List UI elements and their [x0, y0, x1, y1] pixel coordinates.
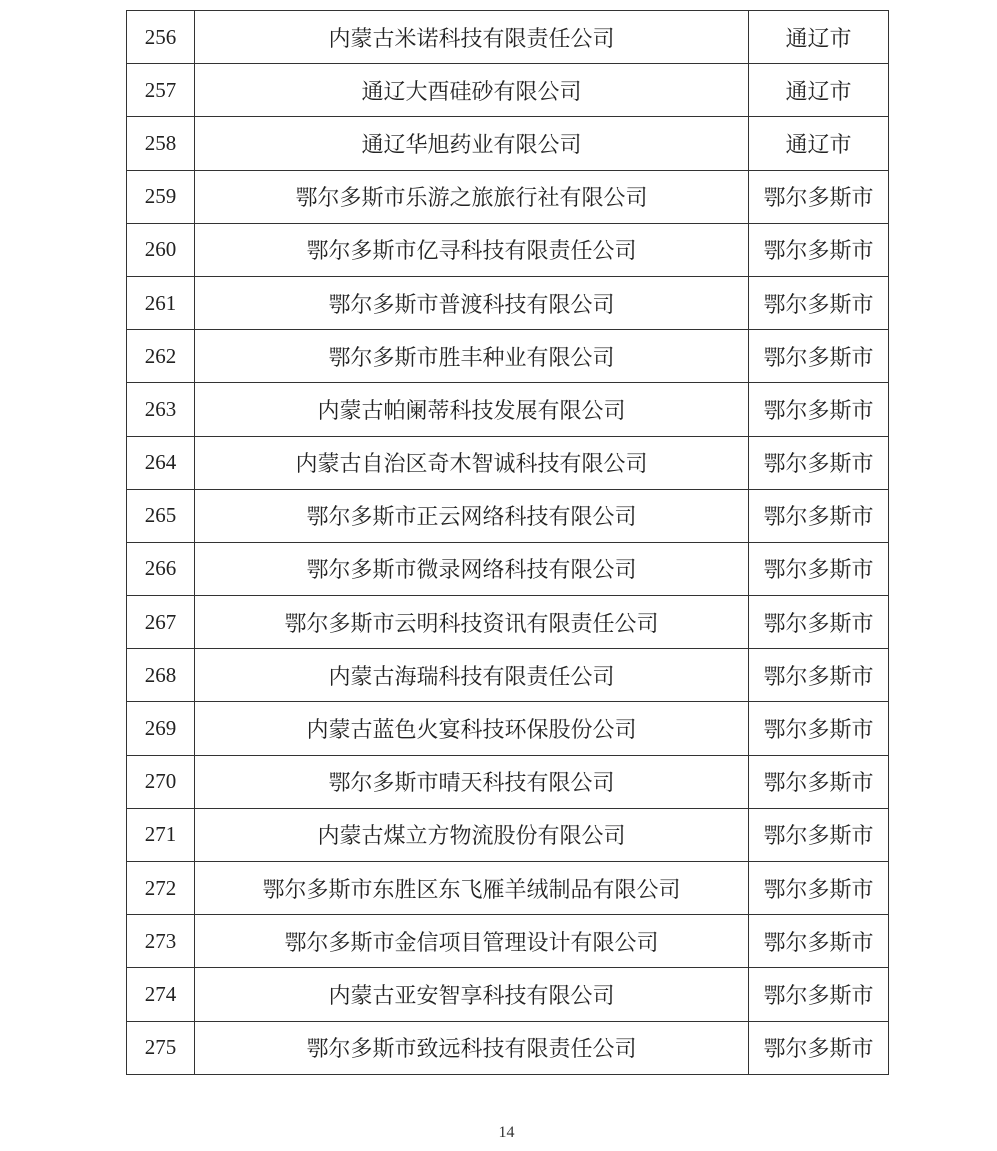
city-name: 鄂尔多斯市 — [749, 596, 889, 649]
page-number: 14 — [498, 1124, 515, 1141]
table-row — [127, 11, 889, 64]
table-row — [127, 64, 889, 117]
row-number: 268 — [127, 649, 195, 702]
table-row — [127, 330, 889, 383]
company-name: 内蒙古海瑞科技有限责任公司 — [195, 649, 749, 702]
city-name: 鄂尔多斯市 — [749, 808, 889, 861]
company-name: 内蒙古帕阑蒂科技发展有限公司 — [195, 383, 749, 436]
company-name: 鄂尔多斯市致远科技有限责任公司 — [195, 1021, 749, 1074]
table-row — [127, 968, 889, 1021]
table-row — [127, 542, 889, 595]
row-number: 271 — [127, 808, 195, 861]
city-name: 鄂尔多斯市 — [749, 330, 889, 383]
city-name: 通辽市 — [749, 117, 889, 170]
row-number: 257 — [127, 64, 195, 117]
table-row — [127, 489, 889, 542]
row-number: 270 — [127, 755, 195, 808]
city-name: 鄂尔多斯市 — [749, 862, 889, 915]
company-name: 内蒙古亚安智享科技有限公司 — [195, 968, 749, 1021]
city-name: 鄂尔多斯市 — [749, 542, 889, 595]
company-name: 鄂尔多斯市胜丰种业有限公司 — [195, 330, 749, 383]
company-list-body — [127, 11, 889, 1075]
row-number: 261 — [127, 276, 195, 329]
table-row — [127, 117, 889, 170]
table-row — [127, 702, 889, 755]
table-row — [127, 276, 889, 329]
row-number: 265 — [127, 489, 195, 542]
company-name: 鄂尔多斯市金信项目管理设计有限公司 — [195, 915, 749, 968]
company-name: 鄂尔多斯市正云网络科技有限公司 — [195, 489, 749, 542]
city-name: 鄂尔多斯市 — [749, 276, 889, 329]
city-name: 鄂尔多斯市 — [749, 755, 889, 808]
company-name: 通辽华旭药业有限公司 — [195, 117, 749, 170]
company-name: 鄂尔多斯市云明科技资讯有限责任公司 — [195, 596, 749, 649]
city-name: 鄂尔多斯市 — [749, 1021, 889, 1074]
company-name: 鄂尔多斯市晴天科技有限公司 — [195, 755, 749, 808]
company-list-table — [126, 10, 889, 1075]
row-number: 272 — [127, 862, 195, 915]
row-number: 262 — [127, 330, 195, 383]
company-name: 内蒙古蓝色火宴科技环保股份公司 — [195, 702, 749, 755]
company-name: 内蒙古自治区奇木智诚科技有限公司 — [195, 436, 749, 489]
table-row — [127, 170, 889, 223]
city-name: 鄂尔多斯市 — [749, 383, 889, 436]
city-name: 通辽市 — [749, 11, 889, 64]
table-row — [127, 862, 889, 915]
row-number: 267 — [127, 596, 195, 649]
row-number: 264 — [127, 436, 195, 489]
row-number: 260 — [127, 223, 195, 276]
city-name: 鄂尔多斯市 — [749, 915, 889, 968]
city-name: 鄂尔多斯市 — [749, 702, 889, 755]
city-name: 鄂尔多斯市 — [749, 649, 889, 702]
table-row — [127, 755, 889, 808]
city-name: 通辽市 — [749, 64, 889, 117]
table-row — [127, 596, 889, 649]
company-name: 鄂尔多斯市东胜区东飞雁羊绒制品有限公司 — [195, 862, 749, 915]
company-name: 鄂尔多斯市亿寻科技有限责任公司 — [195, 223, 749, 276]
table-row — [127, 915, 889, 968]
row-number: 274 — [127, 968, 195, 1021]
city-name: 鄂尔多斯市 — [749, 436, 889, 489]
company-name: 通辽大酉硅砂有限公司 — [195, 64, 749, 117]
table-row — [127, 223, 889, 276]
row-number: 259 — [127, 170, 195, 223]
company-name: 鄂尔多斯市普渡科技有限公司 — [195, 276, 749, 329]
row-number: 269 — [127, 702, 195, 755]
row-number: 266 — [127, 542, 195, 595]
table-row — [127, 1021, 889, 1074]
table-row — [127, 808, 889, 861]
row-number: 256 — [127, 11, 195, 64]
table-row — [127, 436, 889, 489]
city-name: 鄂尔多斯市 — [749, 968, 889, 1021]
row-number: 258 — [127, 117, 195, 170]
row-number: 273 — [127, 915, 195, 968]
table-row — [127, 383, 889, 436]
city-name: 鄂尔多斯市 — [749, 223, 889, 276]
table-row — [127, 649, 889, 702]
row-number: 263 — [127, 383, 195, 436]
company-name: 内蒙古米诺科技有限责任公司 — [195, 11, 749, 64]
row-number: 275 — [127, 1021, 195, 1074]
city-name: 鄂尔多斯市 — [749, 489, 889, 542]
company-name: 鄂尔多斯市微录网络科技有限公司 — [195, 542, 749, 595]
company-name: 内蒙古煤立方物流股份有限公司 — [195, 808, 749, 861]
company-name: 鄂尔多斯市乐游之旅旅行社有限公司 — [195, 170, 749, 223]
city-name: 鄂尔多斯市 — [749, 170, 889, 223]
